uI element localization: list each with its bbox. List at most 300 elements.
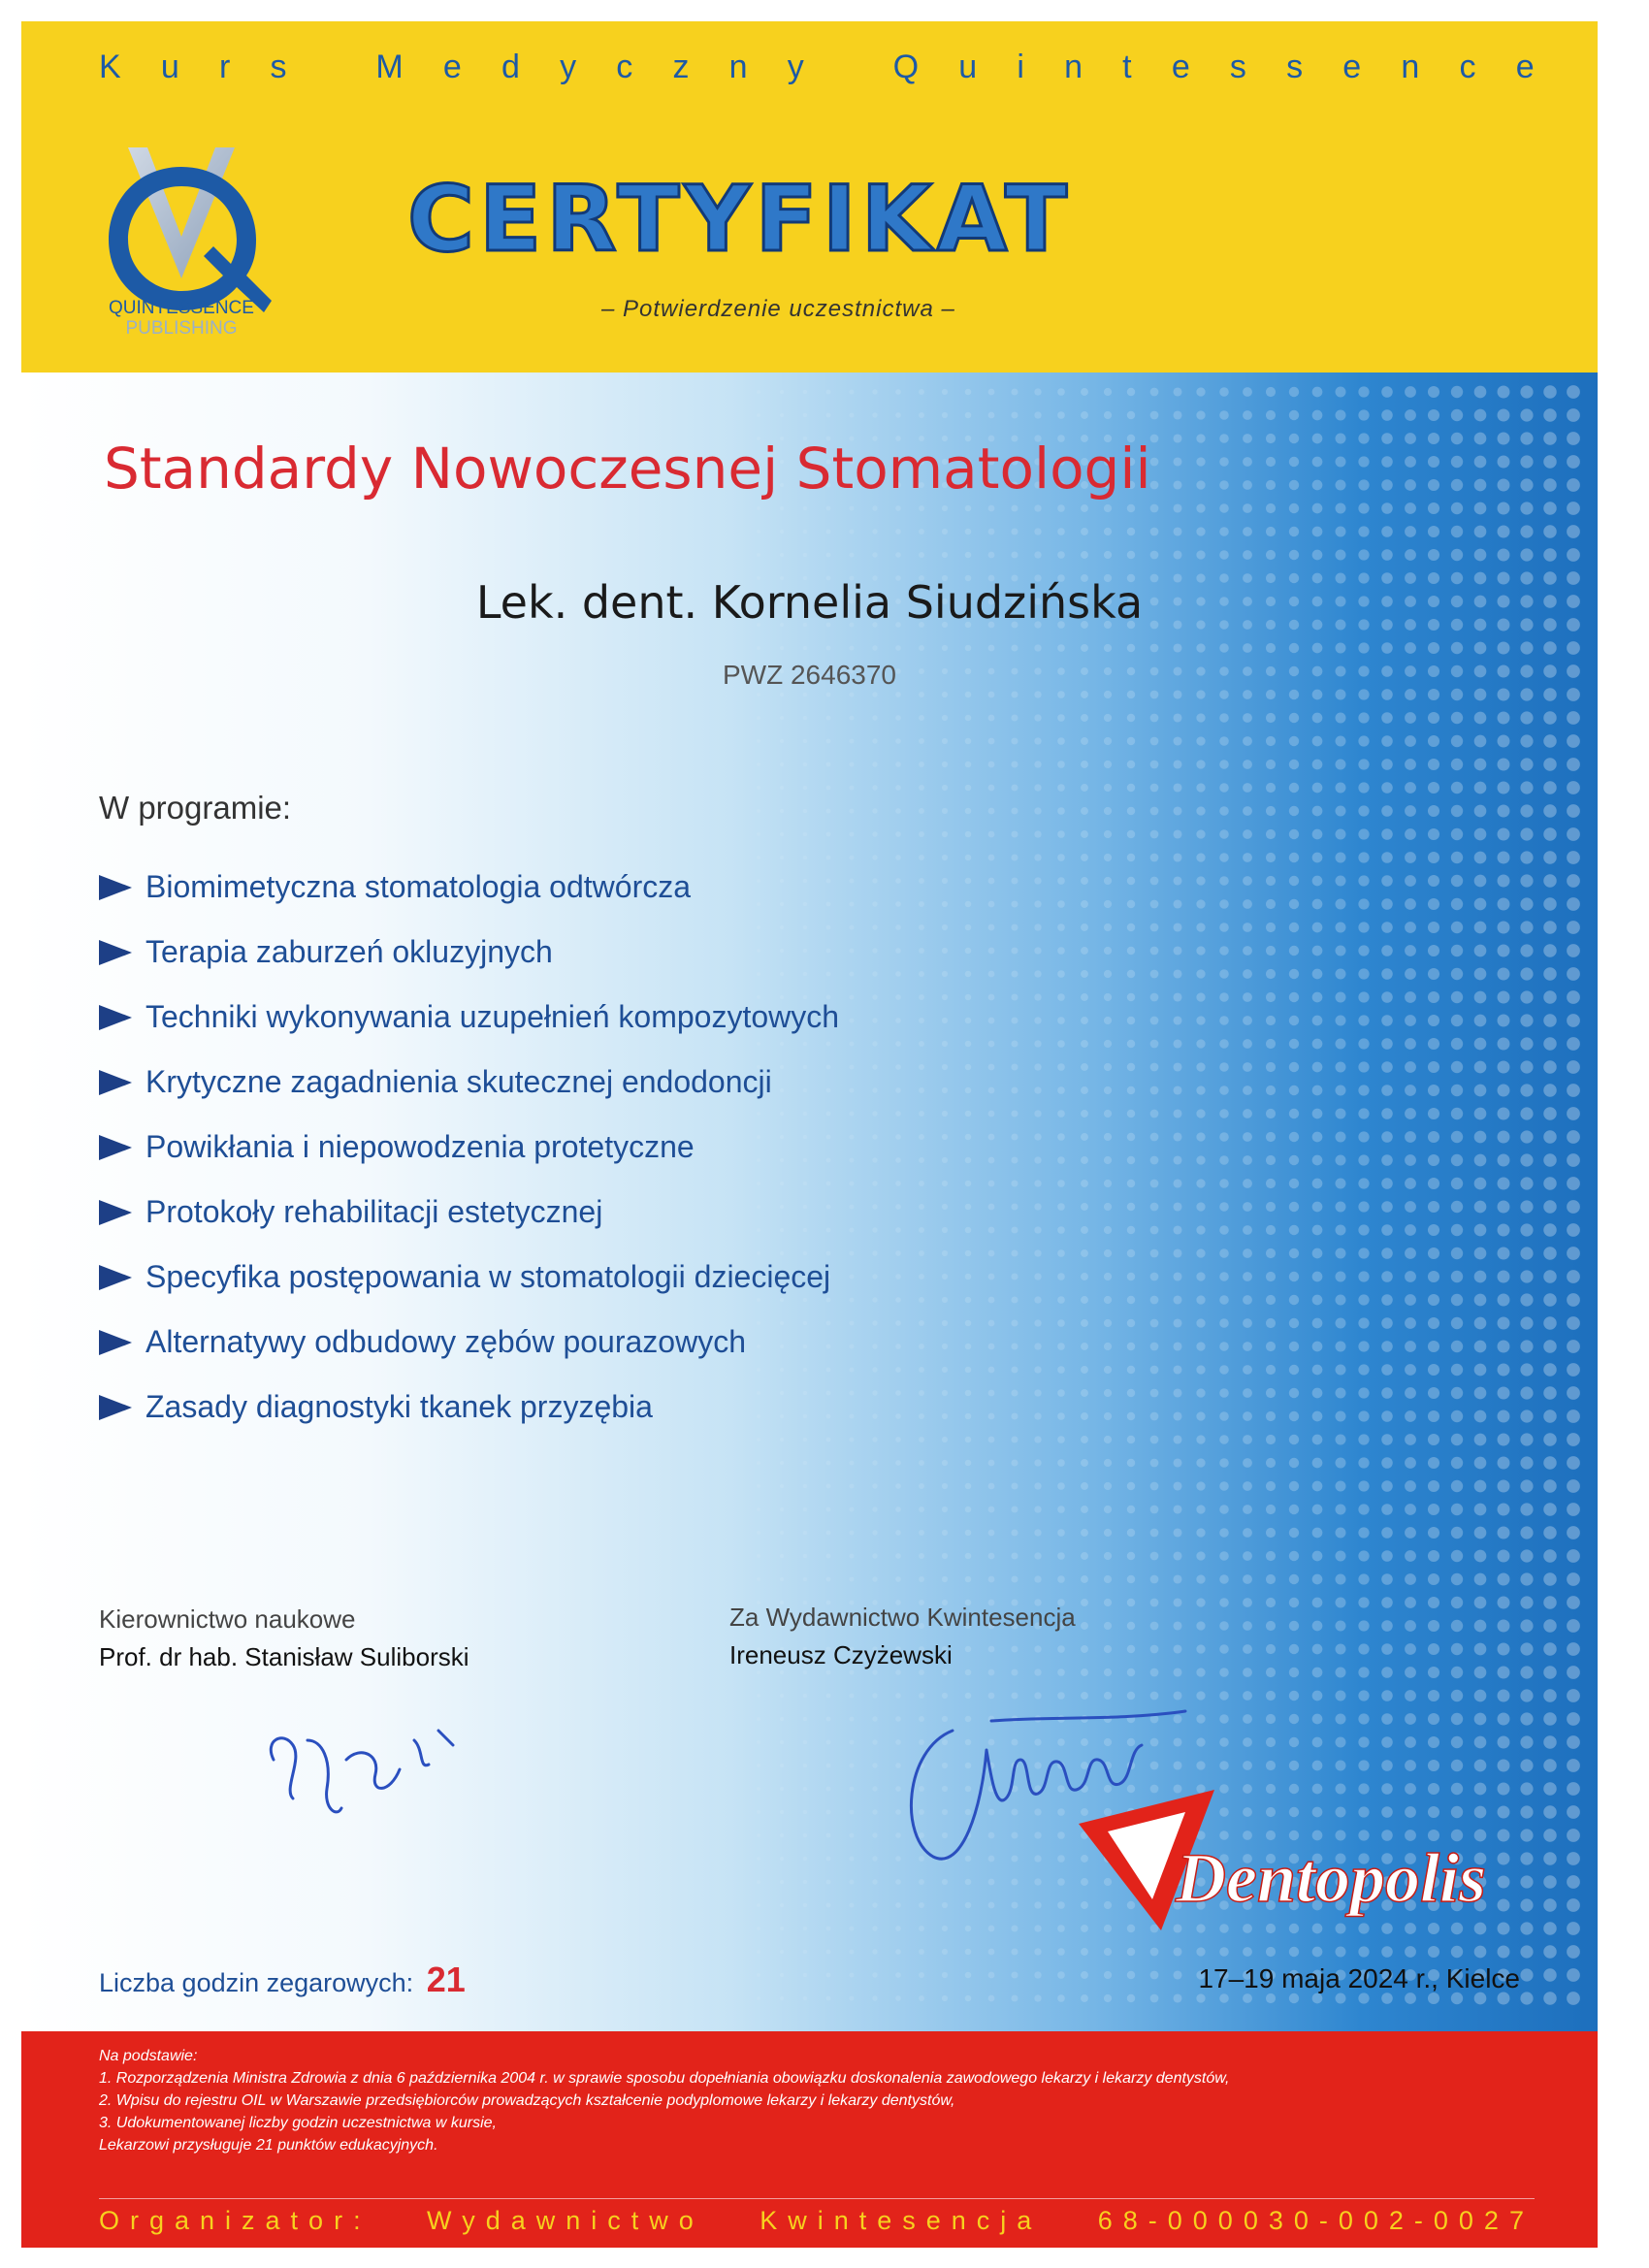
pattern-dot	[1243, 1714, 1252, 1724]
pattern-dot	[1543, 874, 1556, 887]
pattern-dot	[1266, 923, 1276, 932]
pattern-dot	[1289, 923, 1299, 932]
pattern-dot	[1381, 1294, 1393, 1306]
pattern-dot	[1543, 1456, 1556, 1469]
pattern-dot	[1405, 945, 1416, 956]
pattern-dot	[1034, 1203, 1041, 1210]
arrow-bullet-icon	[99, 1265, 132, 1290]
pattern-dot	[1011, 1994, 1018, 2001]
pattern-dot	[1567, 1177, 1580, 1190]
pattern-dot	[895, 692, 901, 697]
pattern-dot	[1358, 1271, 1369, 1281]
pattern-dot	[895, 1460, 901, 1466]
pattern-dot	[826, 1507, 831, 1512]
pattern-dot	[1498, 1341, 1510, 1353]
pattern-dot	[1219, 1481, 1229, 1491]
pattern-dot	[1173, 1481, 1181, 1490]
pattern-dot	[1243, 1598, 1252, 1607]
pattern-dot	[1312, 1644, 1323, 1655]
pattern-dot	[1405, 1550, 1416, 1562]
pattern-dot	[1034, 830, 1041, 837]
pattern-dot	[1219, 760, 1229, 769]
pattern-dot	[872, 948, 877, 953]
pattern-dot	[1057, 1925, 1065, 1932]
pattern-dot	[1150, 1599, 1159, 1607]
pattern-dot	[1451, 409, 1463, 421]
pattern-dot	[965, 692, 972, 698]
pattern-dot	[1196, 1342, 1205, 1350]
program-topic	[99, 1310, 839, 1375]
pattern-dot	[1057, 1366, 1065, 1374]
pattern-dot	[1567, 1433, 1580, 1446]
pattern-dot	[988, 1134, 995, 1141]
pattern-dot	[1289, 1248, 1299, 1258]
pattern-dot	[1150, 504, 1159, 513]
pattern-dot	[1011, 644, 1018, 651]
pattern-dot	[1219, 1411, 1229, 1421]
pattern-dot	[1057, 1971, 1065, 1979]
pattern-dot	[965, 1437, 972, 1443]
pattern-dot	[1567, 1247, 1580, 1260]
pattern-dot	[919, 878, 924, 884]
pattern-dot	[1196, 783, 1205, 792]
pattern-dot	[1011, 528, 1018, 535]
pattern-dot	[1219, 410, 1229, 420]
pattern-dot	[1498, 945, 1510, 957]
pattern-dot	[1336, 1621, 1346, 1632]
pattern-dot	[1428, 1108, 1439, 1119]
pattern-dot	[1219, 899, 1229, 909]
pattern-dot	[1381, 1550, 1393, 1562]
pattern-dot	[1405, 1294, 1416, 1306]
pattern-dot	[965, 505, 972, 512]
pattern-dot	[988, 1949, 995, 1956]
pattern-dot	[1543, 781, 1556, 794]
pattern-dot	[849, 948, 854, 953]
pattern-dot	[1173, 1993, 1181, 2002]
pattern-dot	[1127, 1622, 1135, 1630]
pattern-dot	[849, 1437, 854, 1442]
pattern-dot	[1243, 1528, 1252, 1538]
pattern-dot	[1057, 1948, 1065, 1956]
pattern-dot	[1474, 735, 1487, 748]
pattern-dot	[757, 693, 760, 697]
pattern-dot	[1567, 944, 1580, 957]
pattern-dot	[1336, 1528, 1346, 1539]
pattern-dot	[1104, 411, 1112, 419]
pattern-dot	[1520, 1735, 1533, 1748]
pattern-dot	[1567, 1316, 1580, 1330]
pattern-dot	[1405, 1108, 1416, 1119]
pattern-dot	[849, 1786, 854, 1791]
series-letter: e	[1342, 49, 1362, 85]
pattern-dot	[1543, 432, 1556, 444]
pattern-dot	[1173, 1574, 1181, 1583]
pattern-dot	[1081, 1343, 1088, 1350]
pattern-dot	[1243, 853, 1252, 862]
pattern-dot	[1196, 1248, 1205, 1257]
pattern-dot	[1081, 1669, 1088, 1676]
pattern-dot	[1289, 1155, 1299, 1165]
pattern-dot	[1405, 1061, 1416, 1073]
pattern-dot	[1196, 1388, 1205, 1397]
pattern-dot	[1127, 923, 1135, 931]
pattern-dot	[803, 739, 808, 744]
pattern-dot	[1567, 1992, 1580, 2005]
certificate-subtitle: – Potwierdzenie uczestnictwa –	[601, 296, 955, 322]
pattern-dot	[1451, 1410, 1463, 1422]
pattern-dot	[1081, 784, 1088, 792]
pattern-dot	[1243, 480, 1252, 490]
pattern-dot	[1104, 1645, 1112, 1653]
pattern-dot	[1451, 945, 1463, 956]
pattern-dot	[1543, 1270, 1556, 1282]
pattern-dot	[1127, 761, 1135, 768]
pattern-dot	[919, 1949, 924, 1955]
pattern-dot	[757, 530, 760, 534]
pattern-dot	[803, 1857, 808, 1862]
pattern-dot	[872, 1972, 877, 1977]
pattern-dot	[895, 924, 901, 930]
pattern-dot	[919, 1018, 924, 1023]
pattern-dot	[757, 1507, 760, 1511]
pattern-dot	[1266, 1598, 1276, 1607]
pattern-dot	[1358, 945, 1369, 956]
pattern-dot	[1358, 1504, 1369, 1514]
pattern-dot	[988, 1995, 995, 2002]
pattern-dot	[1219, 1668, 1229, 1677]
pattern-dot	[1057, 761, 1065, 768]
pattern-dot	[1312, 1132, 1323, 1143]
pattern-dot	[1428, 712, 1439, 724]
pattern-dot	[988, 994, 995, 1001]
pattern-dot	[1567, 1363, 1580, 1377]
pattern-dot	[1543, 1084, 1556, 1096]
pattern-dot	[1057, 714, 1065, 722]
pattern-dot	[826, 1717, 831, 1722]
pattern-dot	[1104, 1529, 1112, 1537]
pattern-dot	[1081, 551, 1088, 559]
pattern-dot	[757, 1670, 760, 1674]
pattern-dot	[1173, 1598, 1181, 1606]
pattern-dot	[1104, 854, 1112, 861]
pattern-dot	[1543, 734, 1556, 747]
pattern-dot	[1196, 760, 1205, 768]
pattern-dot	[1405, 1085, 1416, 1096]
pattern-dot	[757, 646, 760, 650]
pattern-dot	[1474, 1178, 1487, 1190]
pattern-dot	[872, 1669, 877, 1674]
pattern-dot	[1474, 502, 1487, 515]
pattern-dot	[895, 1111, 901, 1117]
pattern-dot	[1520, 1945, 1533, 1958]
pattern-dot	[1011, 900, 1018, 907]
pattern-dot	[919, 1507, 924, 1512]
pattern-dot	[919, 831, 924, 837]
pattern-dot	[919, 1064, 924, 1070]
pattern-dot	[1127, 1343, 1135, 1350]
pattern-dot	[1520, 1549, 1533, 1562]
pattern-dot	[1266, 876, 1276, 886]
logo-line-1: QUINTESSENCE	[109, 298, 254, 318]
pattern-dot	[1150, 1994, 1159, 2003]
legal-basis-line: 2. Wpisu do rejestru OIL w Warszawie przedsiębiorców prowadzących kształcenie podyplomowe lekarzy i lekarzy dentystów,	[99, 2092, 955, 2109]
pattern-dot	[1219, 550, 1229, 560]
pattern-dot	[1173, 550, 1181, 559]
pattern-dot	[1081, 1948, 1088, 1956]
pattern-dot	[988, 1926, 995, 1932]
pattern-dot	[803, 1764, 808, 1768]
pattern-dot	[1358, 1457, 1369, 1468]
pattern-dot	[780, 1531, 784, 1535]
pattern-dot	[1312, 1528, 1323, 1539]
pattern-dot	[965, 645, 972, 652]
pattern-dot	[1498, 409, 1510, 422]
pattern-dot	[1405, 1038, 1416, 1050]
pattern-dot	[1266, 1342, 1276, 1351]
pattern-dot	[895, 1413, 901, 1419]
pattern-dot	[1011, 1529, 1018, 1536]
pattern-dot	[895, 1087, 901, 1093]
pattern-dot	[1520, 1968, 1533, 1981]
pattern-dot	[1127, 1249, 1135, 1257]
pattern-dot	[1336, 1318, 1346, 1329]
pattern-dot	[1219, 1109, 1229, 1118]
pattern-dot	[1104, 1971, 1112, 1979]
pattern-dot	[1219, 1505, 1229, 1514]
pattern-dot	[803, 1950, 808, 1955]
pattern-dot	[1381, 735, 1393, 747]
pattern-dot	[1034, 877, 1041, 884]
pattern-dot	[1336, 923, 1346, 933]
pattern-dot	[1405, 875, 1416, 887]
pattern-dot	[1266, 1621, 1276, 1631]
pattern-dot	[803, 716, 808, 721]
pattern-dot	[1081, 644, 1088, 652]
pattern-dot	[919, 1041, 924, 1047]
pattern-dot	[1173, 1388, 1181, 1397]
pattern-dot	[1451, 526, 1463, 537]
pattern-dot	[1127, 1669, 1135, 1676]
pattern-dot	[1498, 386, 1510, 399]
pattern-dot	[1381, 1317, 1393, 1329]
series-letter: i	[1017, 49, 1024, 85]
pattern-dot	[1127, 1226, 1135, 1234]
pattern-dot	[919, 1297, 924, 1303]
pattern-dot	[1243, 736, 1252, 746]
pattern-dot	[826, 1740, 831, 1745]
pattern-dot	[988, 1227, 995, 1234]
pattern-dot	[1150, 481, 1159, 490]
pattern-dot	[1312, 1761, 1323, 1771]
legal-basis	[99, 2045, 1229, 2156]
pattern-dot	[1520, 1247, 1533, 1259]
pattern-dot	[1451, 1760, 1463, 1771]
pattern-dot	[1219, 690, 1229, 699]
pattern-dot	[1520, 502, 1533, 514]
pattern-dot	[1011, 1086, 1018, 1093]
pattern-dot	[1173, 480, 1181, 489]
pattern-dot	[1474, 782, 1487, 794]
pattern-dot	[1358, 1573, 1369, 1584]
pattern-dot	[1219, 876, 1229, 886]
pattern-dot	[1312, 1016, 1323, 1026]
pattern-dot	[1381, 1643, 1393, 1655]
pattern-dot	[757, 1717, 760, 1721]
pattern-dot	[965, 1018, 972, 1024]
pattern-dot	[1150, 1529, 1159, 1538]
pattern-dot	[872, 1064, 877, 1069]
pattern-dot	[1451, 1341, 1463, 1352]
pattern-dot	[965, 1576, 972, 1583]
pattern-dot	[1034, 644, 1041, 651]
pattern-dot	[1150, 1436, 1159, 1444]
pattern-dot	[1405, 852, 1416, 863]
pattern-dot	[1520, 1712, 1533, 1725]
pattern-dot	[1127, 551, 1135, 559]
pattern-dot	[803, 553, 808, 558]
pattern-dot	[1289, 643, 1299, 653]
pattern-dot	[872, 831, 877, 836]
pattern-dot	[1150, 947, 1159, 956]
pattern-dot	[1081, 1366, 1088, 1374]
pattern-dot	[1336, 1016, 1346, 1026]
pattern-dot	[1034, 807, 1041, 814]
pattern-dot	[1405, 735, 1416, 747]
pattern-dot	[849, 1087, 854, 1092]
pattern-dot	[872, 1134, 877, 1139]
pattern-dot	[1520, 1316, 1533, 1329]
pattern-dot	[1289, 480, 1299, 490]
pattern-dot	[1358, 642, 1369, 653]
pattern-dot	[1243, 1574, 1252, 1584]
pattern-dot	[1428, 828, 1439, 840]
pattern-dot	[1104, 1389, 1112, 1397]
pattern-dot	[895, 1018, 901, 1023]
pattern-dot	[1543, 408, 1556, 421]
pattern-dot	[1219, 457, 1229, 467]
pattern-dot	[988, 1437, 995, 1443]
pattern-dot	[780, 693, 784, 697]
pattern-dot	[1289, 946, 1299, 956]
pattern-dot	[1567, 1689, 1580, 1702]
pattern-dot	[803, 1507, 808, 1512]
pattern-dot	[1498, 1550, 1510, 1563]
pattern-dot	[1428, 1341, 1439, 1352]
pattern-dot	[895, 1367, 901, 1373]
pattern-dot	[1451, 1690, 1463, 1701]
pattern-dot	[1520, 1526, 1533, 1539]
pattern-dot	[1358, 968, 1369, 979]
pattern-dot	[1567, 874, 1580, 888]
pattern-dot	[1405, 456, 1416, 468]
pattern-dot	[1451, 712, 1463, 724]
pattern-dot	[1173, 1062, 1181, 1071]
pattern-dot	[1081, 737, 1088, 745]
pattern-dot	[1011, 970, 1018, 977]
pattern-dot	[1104, 1063, 1112, 1071]
pattern-dot	[1358, 1410, 1369, 1421]
pattern-dot	[1266, 1714, 1276, 1724]
pattern-dot	[1498, 1317, 1510, 1330]
pattern-dot	[1104, 1669, 1112, 1676]
pattern-dot	[1127, 1133, 1135, 1141]
pattern-dot	[1034, 1436, 1041, 1442]
arrow-bullet-icon	[99, 1330, 132, 1355]
pattern-dot	[1081, 993, 1088, 1001]
pattern-dot	[965, 1507, 972, 1513]
pattern-dot	[1336, 876, 1346, 887]
pattern-dot	[1567, 1386, 1580, 1400]
pattern-dot	[942, 552, 948, 558]
pattern-dot	[919, 1344, 924, 1349]
pattern-dot	[1219, 527, 1229, 536]
pattern-dot	[1474, 898, 1487, 911]
pattern-dot	[1381, 1410, 1393, 1422]
pattern-dot	[1336, 1179, 1346, 1189]
pattern-dot	[1498, 1643, 1510, 1656]
pattern-dot	[872, 1250, 877, 1255]
pattern-dot	[1057, 1017, 1065, 1024]
pattern-dot	[1405, 1573, 1416, 1585]
pattern-dot	[1243, 527, 1252, 536]
pattern-dot	[1011, 1575, 1018, 1582]
pattern-dot	[1451, 1573, 1463, 1585]
pattern-dot	[1567, 1060, 1580, 1074]
pattern-dot	[1057, 1110, 1065, 1118]
pattern-dot	[780, 1996, 784, 2000]
pattern-dot	[1567, 1456, 1580, 1470]
pattern-dot	[1358, 1247, 1369, 1258]
pattern-dot	[1405, 1271, 1416, 1282]
pattern-dot	[1567, 1130, 1580, 1144]
pattern-dot	[1498, 1620, 1510, 1633]
pattern-dot	[895, 1483, 901, 1489]
series-letter	[844, 49, 853, 86]
pattern-dot	[1104, 1319, 1112, 1327]
pattern-dot	[872, 1926, 877, 1930]
pattern-dot	[872, 1087, 877, 1092]
pattern-dot	[1127, 1319, 1135, 1327]
pattern-dot	[1451, 1713, 1463, 1725]
pattern-dot	[1474, 386, 1487, 399]
pattern-dot	[1567, 967, 1580, 981]
pattern-dot	[1243, 1621, 1252, 1631]
pattern-dot	[965, 1274, 972, 1280]
pattern-dot	[1243, 434, 1252, 443]
pattern-dot	[849, 1134, 854, 1139]
pattern-dot	[895, 505, 901, 511]
pattern-dot	[1127, 1366, 1135, 1374]
pattern-dot	[1381, 433, 1393, 444]
pattern-dot	[872, 924, 877, 929]
pattern-dot	[1428, 875, 1439, 887]
pattern-dot	[1312, 1668, 1323, 1678]
pattern-dot	[1011, 504, 1018, 511]
pattern-dot	[803, 832, 808, 837]
pattern-dot	[849, 1879, 854, 1884]
pattern-dot	[919, 1087, 924, 1093]
pattern-dot	[1428, 1294, 1439, 1306]
pattern-dot	[1150, 1645, 1159, 1654]
pattern-dot	[1428, 968, 1439, 980]
pattern-dot	[988, 412, 995, 419]
pattern-dot	[1196, 1551, 1205, 1560]
pattern-dot	[757, 1554, 760, 1558]
pattern-dot	[895, 1064, 901, 1070]
pattern-dot	[1034, 784, 1041, 791]
pattern-dot	[1196, 434, 1205, 442]
